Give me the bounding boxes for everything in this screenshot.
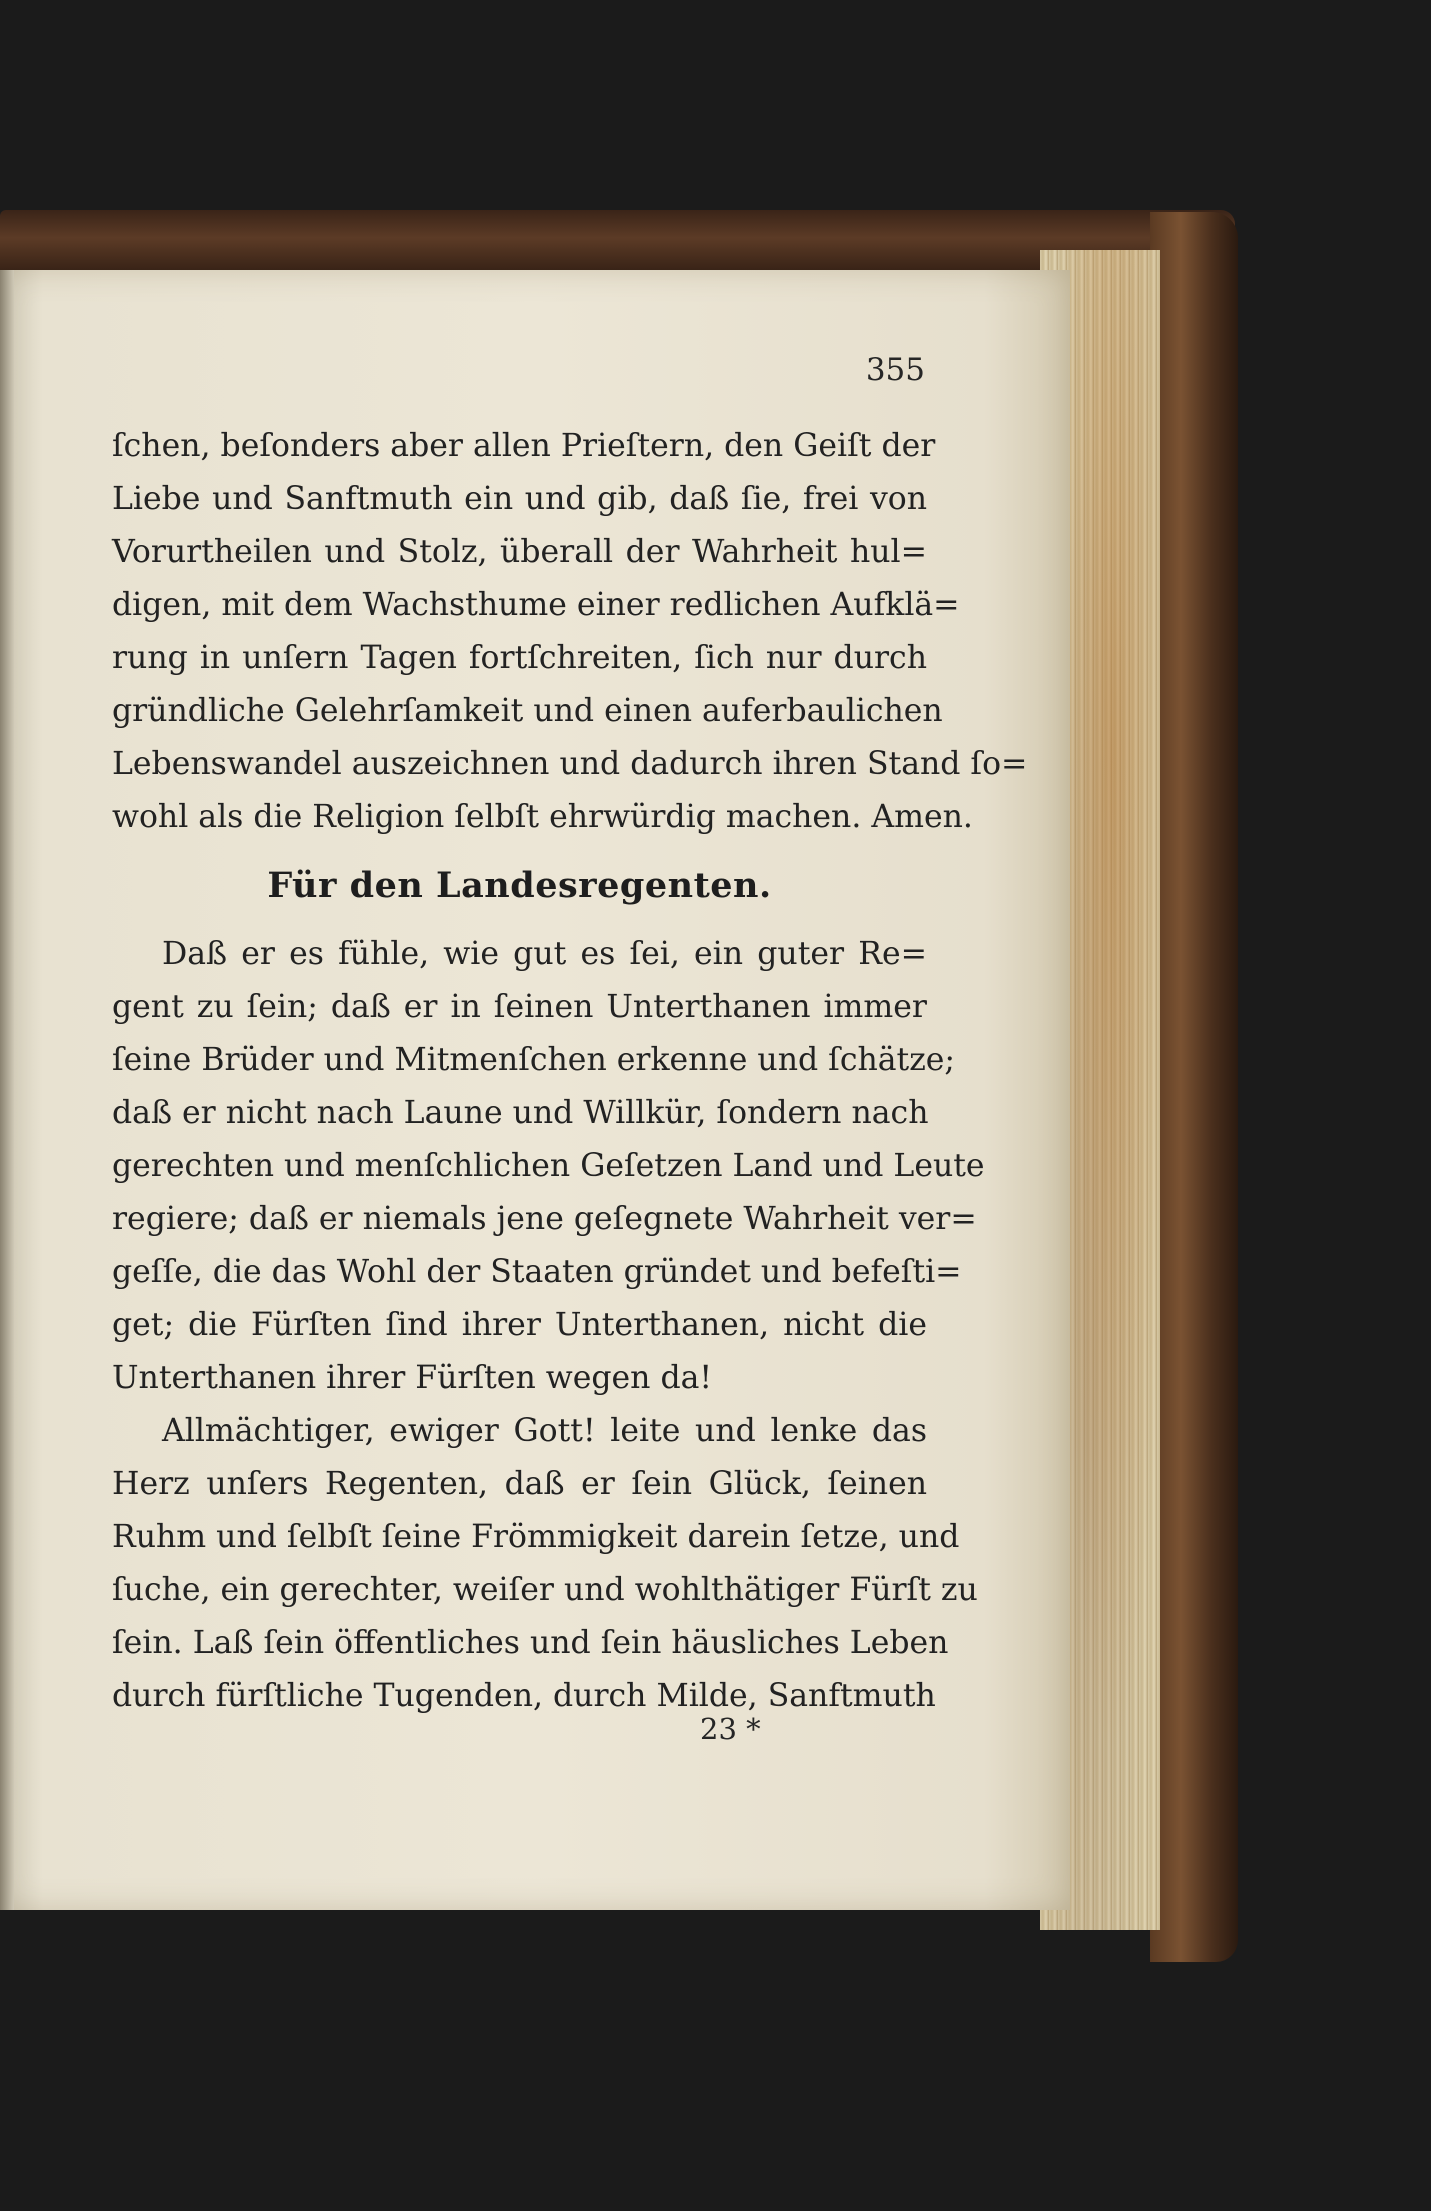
text-line: rung in unſern Tagen fortſchreiten, ſich nur durch [112,640,927,676]
page-text [112,420,1028,1723]
text-line: durch fürſtliche Tugenden, durch Milde, Sanftmuth [112,1678,936,1714]
text-line: Ruhm und ſelbſt ſeine Frömmigkeit darein ſetze, und [112,1519,960,1555]
text-line: regiere; daß er niemals jene geſegnete Wahrheit ver= [112,1201,977,1237]
page-gutter [0,270,14,1910]
book-cover-spine [1150,212,1238,1962]
text-line: gründliche Gelehrſamkeit und einen auferbaulichen [112,693,943,729]
section-heading: Für den Landesregenten. [267,865,772,906]
text-line: ſeine Brüder und Mitmenſchen erkenne und ſchätze; [112,1042,956,1078]
text-line: Liebe und Sanftmuth ein und gib, daß ſie, frei von [112,481,927,517]
text-line: Daß er es fühle, wie gut es ſei, ein guter Re= [162,936,927,972]
text-line: gerechten und menſchlichen Geſetzen Land und Leute [112,1148,985,1184]
text-line: Vorurtheilen und Stolz, überall der Wahrheit hul= [112,534,927,570]
text-line: ſchen, beſonders aber allen Prieſtern, den Geiſt der [112,428,936,464]
text-line: daß er nicht nach Laune und Willkür, ſondern nach [112,1095,929,1131]
text-line: get; die Fürſten ſind ihrer Unterthanen, nicht die [112,1307,927,1343]
text-line: ſein. Laß ſein öffentliches und ſein häusliches Leben [112,1625,949,1661]
text-line: Allmächtiger, ewiger Gott! leite und lenke das [162,1413,927,1449]
page-number: 355 [865,352,925,388]
text-line: wohl als die Religion ſelbſt ehrwürdig machen. Amen. [112,799,973,835]
text-line: Herz unſers Regenten, daß er ſein Glück, ſeinen [112,1466,927,1502]
text-line: Lebenswandel auszeichnen und dadurch ihren Stand ſo= [112,746,1028,782]
text-line: digen, mit dem Wachsthume einer redlichen Aufklä= [112,587,960,623]
text-line: Unterthanen ihrer Fürſten wegen da! [112,1360,713,1396]
text-line: geſſe, die das Wohl der Staaten gründet und befeſti= [112,1254,962,1290]
text-line: ſuche, ein gerechter, weiſer und wohlthätiger Fürſt zu [112,1572,978,1608]
signature-mark: 23 * [700,1712,761,1746]
text-line: gent zu ſein; daß er in ſeinen Unterthanen immer [112,989,927,1025]
